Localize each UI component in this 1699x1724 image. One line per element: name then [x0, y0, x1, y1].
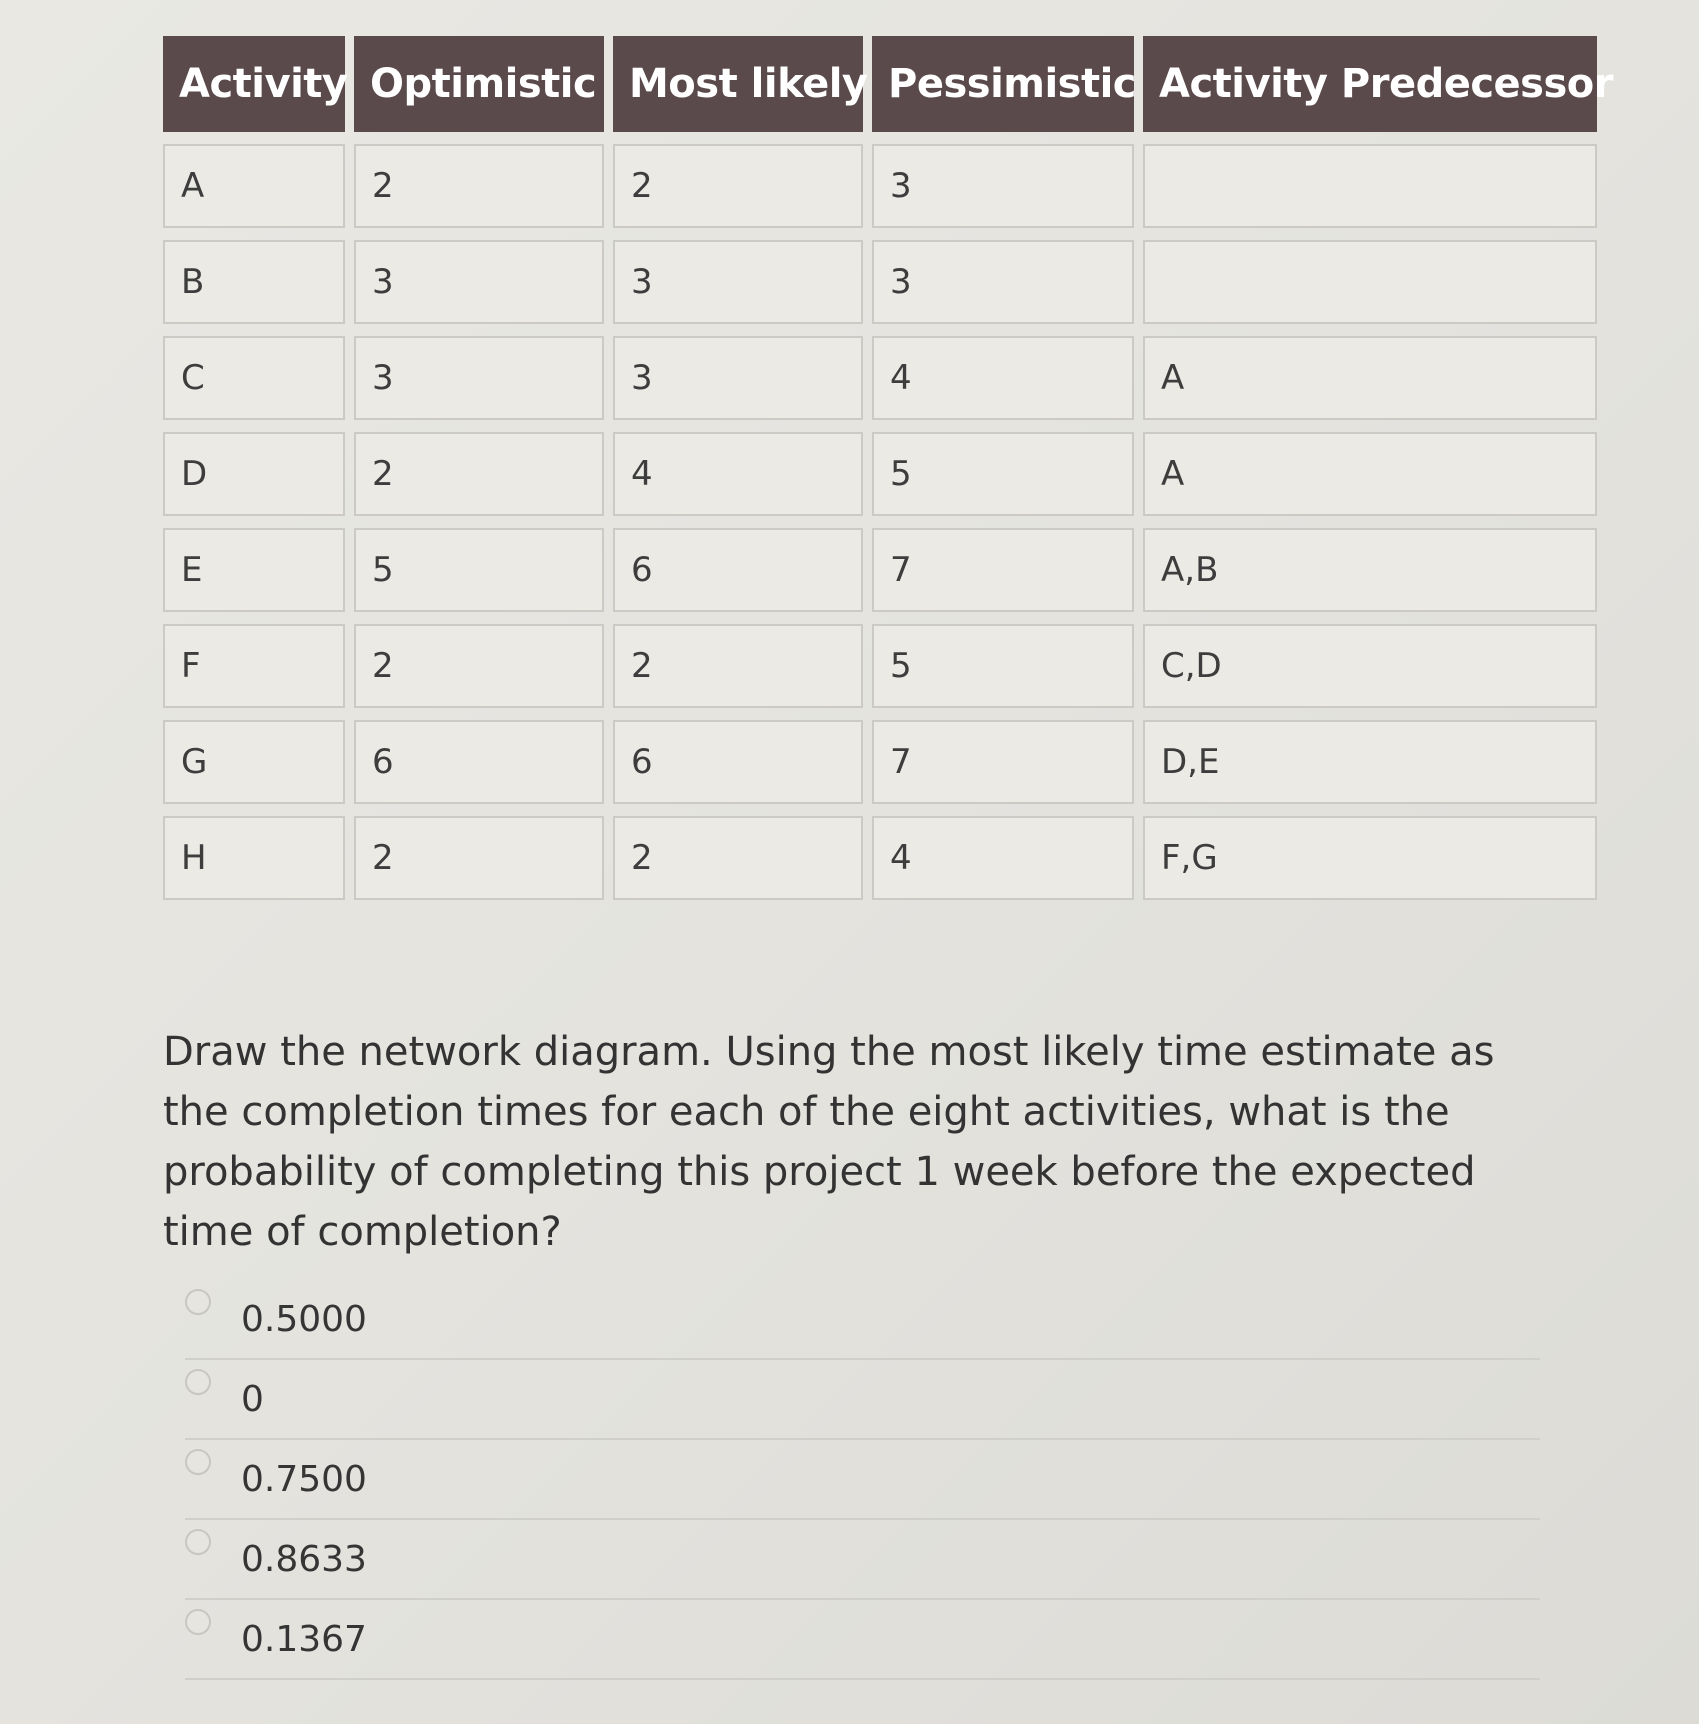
radio-button-icon[interactable] [185, 1369, 211, 1395]
cell-optimistic: 3 [354, 336, 604, 420]
answer-option[interactable] [185, 1600, 1540, 1680]
cell-pessimistic: 5 [872, 432, 1134, 516]
table-grid [163, 36, 1614, 900]
cell-pessimistic: 7 [872, 528, 1134, 612]
cell-optimistic: 2 [354, 432, 604, 516]
cell-most-likely: 6 [613, 528, 863, 612]
radio-button-icon[interactable] [185, 1449, 211, 1475]
cell-predecessor: A [1143, 336, 1597, 420]
cell-activity: H [163, 816, 345, 900]
cell-most-likely: 3 [613, 336, 863, 420]
cell-activity: G [163, 720, 345, 804]
cell-pessimistic: 4 [872, 336, 1134, 420]
radio-button-icon[interactable] [185, 1529, 211, 1555]
cell-most-likely: 4 [613, 432, 863, 516]
cell-predecessor: A [1143, 432, 1597, 516]
cell-pessimistic: 4 [872, 816, 1134, 900]
cell-most-likely: 6 [613, 720, 863, 804]
answer-option-label: 0.8633 [241, 1538, 367, 1580]
cell-predecessor: C,D [1143, 624, 1597, 708]
answer-option-label: 0.7500 [241, 1458, 367, 1500]
cell-predecessor: D,E [1143, 720, 1597, 804]
cell-pessimistic: 3 [872, 144, 1134, 228]
cell-predecessor [1143, 240, 1597, 324]
header-pessimistic: Pessimistic [872, 36, 1134, 132]
cell-optimistic: 2 [354, 624, 604, 708]
answer-option[interactable] [185, 1280, 1540, 1360]
cell-most-likely: 2 [613, 624, 863, 708]
cell-optimistic: 3 [354, 240, 604, 324]
cell-predecessor: F,G [1143, 816, 1597, 900]
radio-button-icon[interactable] [185, 1609, 211, 1635]
cell-optimistic: 5 [354, 528, 604, 612]
answer-option-label: 0.5000 [241, 1298, 367, 1340]
cell-optimistic: 2 [354, 144, 604, 228]
header-activity-predecessor: Activity Predecessor [1143, 36, 1597, 132]
question-text: Draw the network diagram. Using the most likely time estimate as the completion times for each of the eight activities, what is the probability of completing this project 1 week before the expected time of completion? [163, 1029, 1495, 1255]
cell-pessimistic: 7 [872, 720, 1134, 804]
cell-optimistic: 2 [354, 816, 604, 900]
cell-pessimistic: 5 [872, 624, 1134, 708]
answer-options [185, 1280, 1540, 1680]
cell-activity: E [163, 528, 345, 612]
cell-predecessor: A,B [1143, 528, 1597, 612]
cell-pessimistic: 3 [872, 240, 1134, 324]
cell-optimistic: 6 [354, 720, 604, 804]
cell-predecessor [1143, 144, 1597, 228]
answer-option-label: 0.1367 [241, 1618, 367, 1660]
cell-activity: C [163, 336, 345, 420]
header-most-likely: Most likely [613, 36, 863, 132]
cell-activity: D [163, 432, 345, 516]
activity-table [163, 36, 1614, 900]
cell-most-likely: 2 [613, 816, 863, 900]
cell-most-likely: 2 [613, 144, 863, 228]
cell-activity: A [163, 144, 345, 228]
answer-option[interactable] [185, 1440, 1540, 1520]
radio-button-icon[interactable] [185, 1289, 211, 1315]
cell-activity: B [163, 240, 345, 324]
header-optimistic: Optimistic [354, 36, 604, 132]
cell-activity: F [163, 624, 345, 708]
cell-most-likely: 3 [613, 240, 863, 324]
answer-option[interactable] [185, 1360, 1540, 1440]
answer-option[interactable] [185, 1520, 1540, 1600]
answer-option-label: 0 [241, 1378, 264, 1420]
header-activity: Activity [163, 36, 345, 132]
